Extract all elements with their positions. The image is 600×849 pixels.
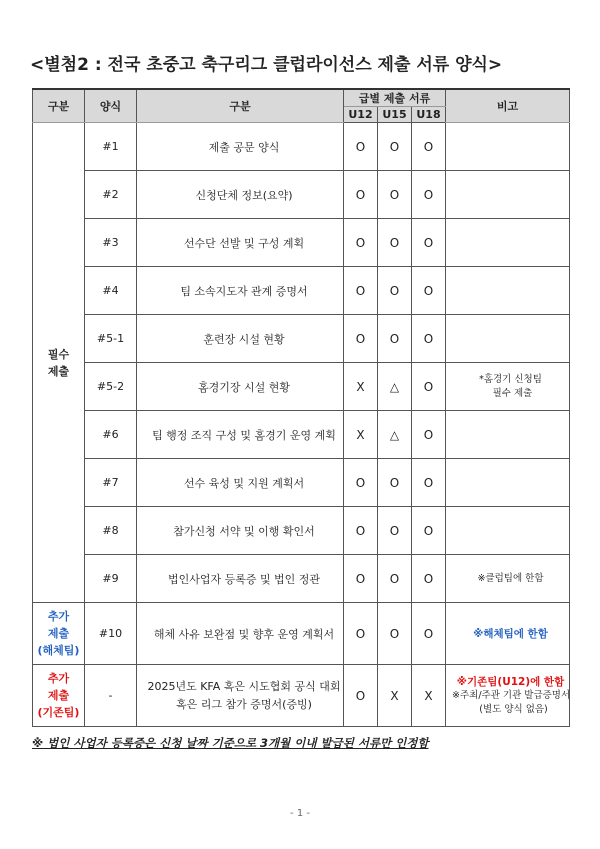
table-row bbox=[33, 459, 570, 507]
u15-mark: X bbox=[378, 665, 412, 727]
remarks-cell bbox=[446, 267, 570, 315]
table-row bbox=[33, 123, 570, 171]
header-group: 급별 제출 서류 bbox=[344, 89, 446, 107]
u12-mark: O bbox=[344, 123, 378, 171]
header-u18: U18 bbox=[412, 107, 446, 123]
document-name: 참가신청 서약 및 이행 확인서 bbox=[137, 507, 344, 555]
existing-label-line2: 제출 bbox=[47, 689, 70, 702]
u12-mark: O bbox=[344, 665, 378, 727]
u18-mark: O bbox=[412, 603, 446, 665]
u15-mark: O bbox=[378, 267, 412, 315]
remarks-cell bbox=[446, 665, 570, 727]
u18-mark: O bbox=[412, 315, 446, 363]
table-row bbox=[33, 411, 570, 459]
remarks-cell bbox=[446, 507, 570, 555]
u12-mark: O bbox=[344, 507, 378, 555]
form-number: #3 bbox=[85, 219, 137, 267]
form-number: #9 bbox=[85, 555, 137, 603]
form-number: #5-2 bbox=[85, 363, 137, 411]
table-row bbox=[33, 363, 570, 411]
existing-category bbox=[33, 665, 85, 727]
document-name bbox=[137, 665, 344, 727]
u12-mark: O bbox=[344, 555, 378, 603]
remarks-line: ※기존팀(U12)에 한함 bbox=[456, 675, 565, 688]
remarks-cell bbox=[446, 171, 570, 219]
u12-mark: X bbox=[344, 363, 378, 411]
form-number: #2 bbox=[85, 171, 137, 219]
table-row-dissolved bbox=[33, 603, 570, 665]
page-title: <별첨2 : 전국 초중고 축구리그 클럽라이선스 제출 서류 양식> bbox=[30, 55, 503, 75]
u18-mark: O bbox=[412, 363, 446, 411]
dissolved-category bbox=[33, 603, 85, 665]
u15-mark: O bbox=[378, 123, 412, 171]
u15-mark: △ bbox=[378, 363, 412, 411]
u15-mark: O bbox=[378, 507, 412, 555]
table-row-existing bbox=[33, 665, 570, 727]
form-number: #4 bbox=[85, 267, 137, 315]
header-u15: U15 bbox=[378, 107, 412, 123]
table-row bbox=[33, 315, 570, 363]
required-category bbox=[33, 123, 85, 603]
u15-mark: △ bbox=[378, 411, 412, 459]
dissolved-label-line1: 추가 bbox=[47, 610, 70, 623]
form-number: #1 bbox=[85, 123, 137, 171]
u18-mark: O bbox=[412, 219, 446, 267]
table-row bbox=[33, 555, 570, 603]
u15-mark: O bbox=[378, 171, 412, 219]
table-row bbox=[33, 267, 570, 315]
footnote: ※ 법인 사업자 등록증은 신청 날짜 기준으로 3개월 이내 발급된 서류만 인정함 bbox=[32, 736, 429, 750]
form-number: #7 bbox=[85, 459, 137, 507]
u12-mark: O bbox=[344, 315, 378, 363]
existing-label-line3: (기존팀) bbox=[37, 706, 80, 719]
document-name: 제출 공문 양식 bbox=[137, 123, 344, 171]
table-row bbox=[33, 171, 570, 219]
remarks-line: ※주최/주관 기관 발급증명서 bbox=[452, 689, 571, 701]
dissolved-label-line3: (해체팀) bbox=[37, 644, 80, 657]
u18-mark: O bbox=[412, 123, 446, 171]
remarks-cell: ※클럽팀에 한함 bbox=[446, 555, 570, 603]
document-name-line1: 2025년도 KFA 혹은 시도협회 공식 대회 bbox=[147, 679, 341, 693]
remarks-line: 필수 제출 bbox=[492, 387, 533, 399]
u18-mark: X bbox=[412, 665, 446, 727]
table-row bbox=[33, 219, 570, 267]
u15-mark: O bbox=[378, 459, 412, 507]
document-name: 팀 행정 조직 구성 및 홈경기 운영 계획 bbox=[137, 411, 344, 459]
dissolved-label-line2: 제출 bbox=[47, 627, 70, 640]
u15-mark: O bbox=[378, 555, 412, 603]
u18-mark: O bbox=[412, 459, 446, 507]
document-name: 훈련장 시설 현황 bbox=[137, 315, 344, 363]
u18-mark: O bbox=[412, 507, 446, 555]
header-u12: U12 bbox=[344, 107, 378, 123]
u12-mark: O bbox=[344, 603, 378, 665]
u12-mark: O bbox=[344, 267, 378, 315]
document-name: 신청단체 정보(요약) bbox=[137, 171, 344, 219]
form-number: #8 bbox=[85, 507, 137, 555]
u12-mark: O bbox=[344, 171, 378, 219]
remarks-cell bbox=[446, 411, 570, 459]
document-name: 선수 육성 및 지원 계획서 bbox=[137, 459, 344, 507]
u18-mark: O bbox=[412, 171, 446, 219]
form-number: #10 bbox=[85, 603, 137, 665]
table-row bbox=[33, 507, 570, 555]
remarks-cell bbox=[446, 363, 570, 411]
u18-mark: O bbox=[412, 411, 446, 459]
remarks-cell: ※해체팀에 한함 bbox=[446, 603, 570, 665]
document-name: 팀 소속지도자 관계 증명서 bbox=[137, 267, 344, 315]
remarks-cell bbox=[446, 123, 570, 171]
u15-mark: O bbox=[378, 219, 412, 267]
required-label-line2: 제출 bbox=[47, 364, 70, 378]
remarks-cell bbox=[446, 459, 570, 507]
document-name: 해체 사유 보완점 및 향후 운영 계획서 bbox=[137, 603, 344, 665]
document-name: 홈경기장 시설 현황 bbox=[137, 363, 344, 411]
u12-mark: O bbox=[344, 219, 378, 267]
u15-mark: O bbox=[378, 603, 412, 665]
form-number: #6 bbox=[85, 411, 137, 459]
remarks-cell bbox=[446, 219, 570, 267]
remarks-cell bbox=[446, 315, 570, 363]
u15-mark: O bbox=[378, 315, 412, 363]
document-name-line2: 혹은 리그 참가 증명서(증빙) bbox=[176, 697, 312, 711]
existing-label-line1: 추가 bbox=[47, 672, 70, 685]
header-remarks: 비고 bbox=[446, 89, 570, 123]
u18-mark: O bbox=[412, 267, 446, 315]
u18-mark: O bbox=[412, 555, 446, 603]
remarks-line: (별도 양식 없음) bbox=[479, 703, 548, 715]
remarks-line: *홈경기 신청팀 bbox=[479, 373, 542, 385]
u12-mark: X bbox=[344, 411, 378, 459]
page-number: - 1 - bbox=[290, 808, 310, 819]
document-table bbox=[32, 88, 570, 727]
header-form: 양식 bbox=[85, 89, 137, 123]
form-number: - bbox=[85, 665, 137, 727]
header-row bbox=[33, 89, 570, 107]
form-number: #5-1 bbox=[85, 315, 137, 363]
header-category: 구분 bbox=[33, 89, 85, 123]
document-name: 선수단 선발 및 구성 계획 bbox=[137, 219, 344, 267]
required-label-line1: 필수 bbox=[47, 347, 70, 361]
document-name: 법인사업자 등록증 및 법인 정관 bbox=[137, 555, 344, 603]
u12-mark: O bbox=[344, 459, 378, 507]
header-document: 구분 bbox=[137, 89, 344, 123]
